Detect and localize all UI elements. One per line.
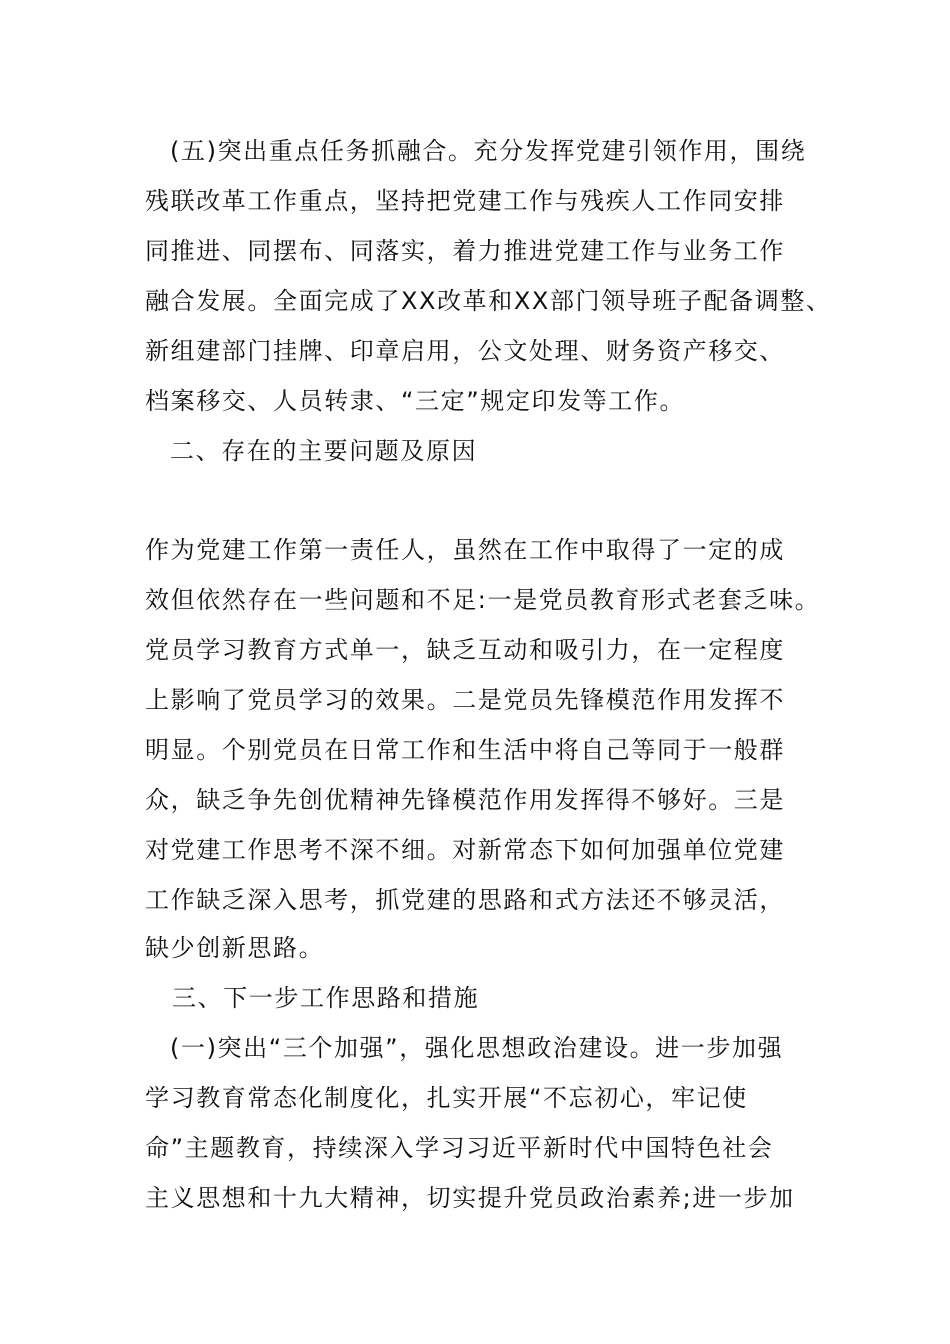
paragraph-line: 工作缺乏深入思考，抓党建的思路和式方法还不够灵活， bbox=[145, 886, 785, 914]
paragraph-line: 新组建部门挂牌、印章启用，公文处理、财务资产移交、 bbox=[145, 337, 785, 365]
paragraph-line: 主义思想和十九大精神，切实提升党员政治素养;进一步加 bbox=[145, 1184, 795, 1212]
paragraph-line: 上影响了党员学习的效果。二是党员先锋模范作用发挥不 bbox=[145, 686, 785, 714]
paragraph-line: 明显。个别党员在日常工作和生活中将自己等同于一般群 bbox=[145, 736, 785, 764]
paragraph-line: 档案移交、人员转隶、“三定”规定印发等工作。 bbox=[145, 387, 686, 415]
paragraph-line: 缺少创新思路。 bbox=[145, 934, 325, 962]
paragraph-line: (一)突出“三个加强”，强化思想政治建设。进一步加强 bbox=[170, 1034, 784, 1062]
paragraph-line: 作为党建工作第一责任人，虽然在工作中取得了一定的成 bbox=[145, 536, 785, 564]
paragraph-line: 命”主题教育，持续深入学习习近平新时代中国特色社会 bbox=[145, 1134, 774, 1162]
paragraph-line: 融合发展。全面完成了XX改革和XX部门领导班子配备调整、 bbox=[145, 287, 832, 315]
paragraph-line: 残联改革工作重点，坚持把党建工作与残疾人工作同安排 bbox=[145, 187, 785, 215]
paragraph-line: 学习教育常态化制度化，扎实开展“不忘初心，牢记使 bbox=[145, 1084, 748, 1112]
paragraph-line: (五)突出重点任务抓融合。充分发挥党建引领作用，围绕 bbox=[170, 137, 807, 165]
paragraph-line: 效但依然存在一些问题和不足:一是党员教育形式老套乏味。 bbox=[145, 586, 821, 614]
paragraph-line: 党员学习教育方式单一，缺乏互动和吸引力，在一定程度 bbox=[145, 636, 785, 664]
paragraph-line: 同推进、同摆布、同落实，着力推进党建工作与业务工作 bbox=[145, 237, 785, 265]
paragraph-line: 众，缺乏争先创优精神先锋模范作用发挥得不够好。三是 bbox=[145, 786, 785, 814]
paragraph-line: 对党建工作思考不深不细。对新常态下如何加强单位党建 bbox=[145, 836, 785, 864]
section-heading: 三、下一步工作思路和措施 bbox=[172, 984, 480, 1012]
section-heading: 二、存在的主要问题及原因 bbox=[170, 437, 478, 465]
